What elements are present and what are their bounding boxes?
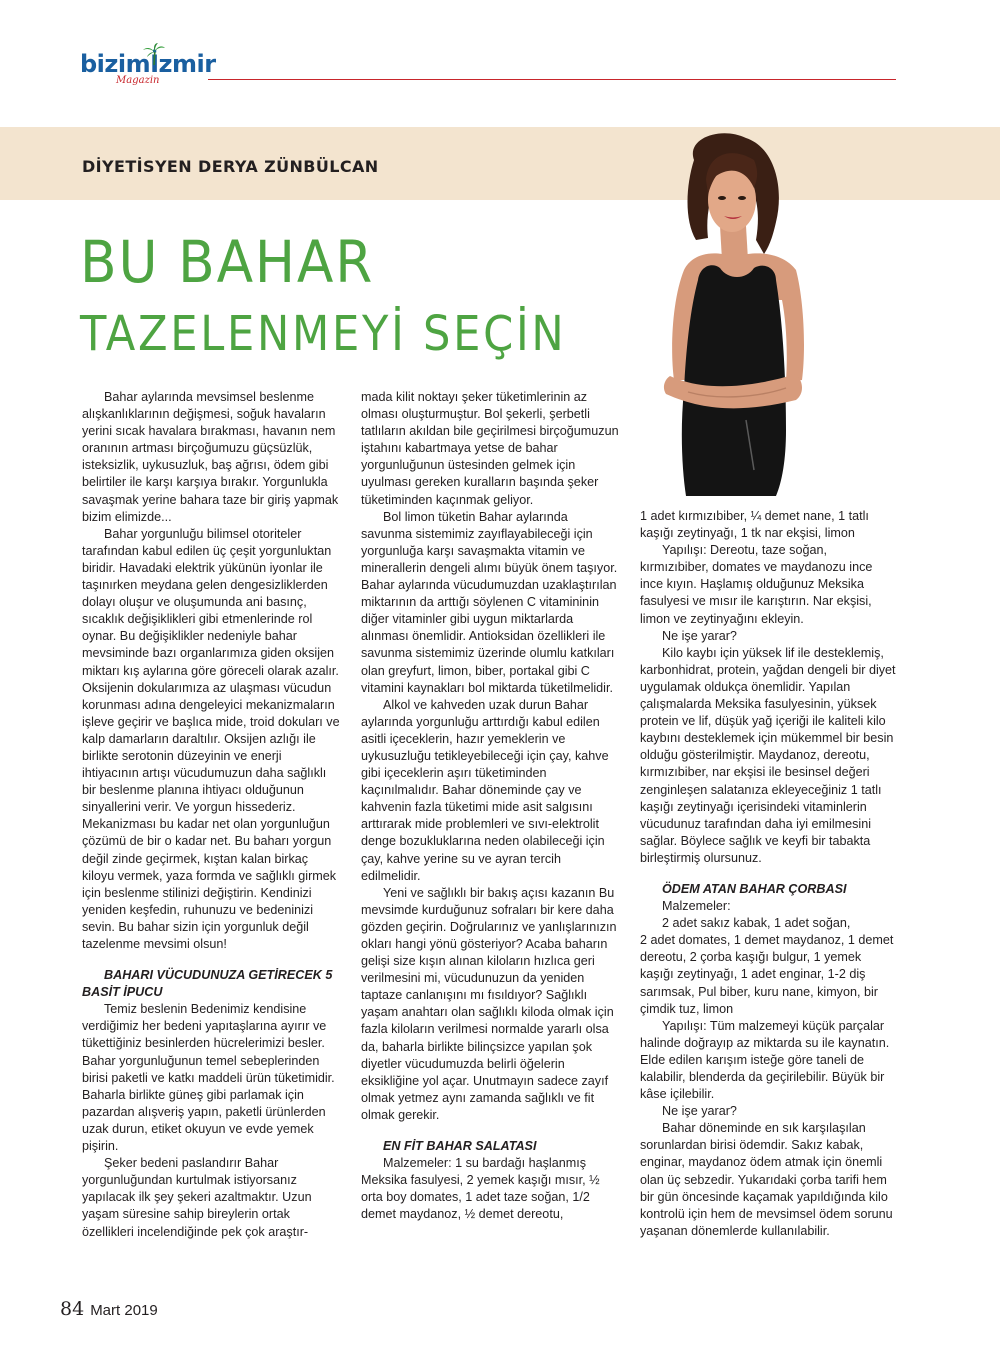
article-column-3 [640, 508, 898, 1240]
paragraph: Malzemeler: [662, 899, 731, 914]
header-rule [208, 79, 896, 80]
page-footer [60, 1298, 158, 1320]
paragraph: Bahar yorgunluğu bilimsel otoriteler tarafından kabul edilen üç çeşit yorgunluktan biridir. Havadaki elektrik yükünün iyonlar ile taşınırken meydana gelen dengesizliklerden dolayı oluşur ve oluşumunda ani basınç, sıcaklık değişiklikleri gibi etmenlerinde rol oynar. Bu değişiklikler nedeniyle bahar mevsiminde bazı organlarımıza giden oksijen miktarı kış aylarına göre göreceli olarak azalır. Oksijenin dokularımıza az ulaşması vücudun korunması adına dengeleyici mekanizmaların işleve geçirir ve başlıca mide, troid dokuları ve kalp damarların daraltılır. Oksijen azlığı ile birlikte serotonin düzeyinin ve enerji ihtiyacının artışı vücudumuzun daha sağlıklı bir beslenme planına ihtiyacı olduğunun sinyallerini verir. Ve yorgun hissederiz. Mekanizması bu kadar net olan yorgunluğun çözümü de bir o kadar net. Bu baharı yorgun değil zinde geçirmek, kıştan kalan birkaç kiloyu vermek, yaza formda ve sağlıklı girmek için beslenme stilinizi değiştirin. Kendinizi yeniden keşfedin, ruhunuzu ve bedeninizi sevin. Bu bahar sizin için yorgunluk değil tazelenme mevsimi olsun! [82, 526, 340, 951]
page-number: 84 [60, 1298, 85, 1320]
headline-line-2: TAZELENMEYİ SEÇİN [80, 306, 567, 362]
article-column-1 [82, 389, 340, 1241]
headline-line-1: BU BAHAR [80, 228, 375, 296]
author-portrait [636, 130, 816, 496]
author-name: DİYETİSYEN DERYA ZÜNBÜLCAN [82, 157, 379, 176]
paragraph: Bahar döneminde en sık karşılaşılan sorunlardan birisi ödemdir. Sakız kabak, enginar, maydanoz ödem atmak için önemli olan üç sebzedir. Yukarıdaki çorba tarifi hem bir gün öncesinde kaçamak yapıldığında kilo kontrolü için hem de mevsimsel ödem sorunu yaşanan dönemlerde kullanılabilir. [640, 1121, 893, 1238]
paragraph: Bahar aylarında mevsimsel beslenme alışkanlıklarının değişmesi, soğuk havaların yerini sıcak havalara bırakması, havanın nem oranının artması birçoğumuzu güçsüzlük, isteksizlik, uykusuzluk, baş ağrısı, ödem gibi belirtiler ile karşı karşıya bırakır. Yorgunlukla savaşmak yerine bahara taze bir giriş yapmak bizim elimizde... [82, 390, 339, 524]
paragraph: Ne işe yarar? [662, 628, 737, 643]
palm-tree-icon [142, 43, 166, 65]
paragraph: Yapılışı: Dereotu, taze soğan, kırmızıbiber, domates ve maydanozu ince ince kıyın. Haşlamış olduğunuz Meksika fasulyesi ve mısır ile karıştırın. Nar ekşisi, limon ve zeytinyağını ekleyin. [640, 543, 873, 626]
article-column-2 [361, 389, 619, 1224]
issue-date: Mart 2019 [90, 1302, 158, 1319]
section-heading: EN FİT BAHAR SALATASI [383, 1139, 537, 1154]
paragraph: 2 adet domates, 1 demet maydanoz, 1 demet dereotu, 2 çorba kaşığı bulgur, 1 yemek kaşığı zeytinyağı, 1 adet enginar, 1-2 diş sarımsak, Pul biber, kuru nane, kimyon, bir çimdik tuz, limon [640, 933, 894, 1016]
paragraph: 2 adet sakız kabak, 1 adet soğan, [662, 916, 851, 931]
paragraph: Temiz beslenin Bedenimiz kendisine verdiğimiz her bedeni yapıtaşlarına ayırır ve tükettiğiniz besinlerden hücrelerimizi besler. Bahar yorgunluğunun temel sebeplerinden birisi paketli ve katkı maddeli ürün tüketimidir. Baharla birlikte güneş gibi parlamak için pazardan alışveriş yapın, paketli ürünlerden uzak durun, etiket okuyun ve evde yemek pişirin. [82, 1002, 335, 1154]
paragraph: Bol limon tüketin Bahar aylarında savunma sistemimiz zayıflayabileceği için yorgunluğa karşı savaşmakta vitamin ve minerallerin dengeli alımı büyük önem taşıyor. Bahar aylarında vücudumuzdan uzaklaştırılan miktarının da arttığı söylenen C vitamininin diğer vitaminler gibi uygun miktarlarda alınması önemlidir. Antioksidan özellikleri ile savunma sistemimiz üzerinde olumlu katkıları olan greyfurt, limon, biber, portakal gibi C vitamini kaynakları bol miktarda tüketilmelidir. [361, 509, 618, 695]
paragraph: Alkol ve kahveden uzak durun Bahar aylarında yorgunluğu arttırdığı kabul edilen asitli içeceklerin, hazır yemeklerin ve uykusuzluğu tetikleyebileceği için çay, kahve gibi içeceklerin aşırı tüketiminden kaçınılmalıdır. Bahar döneminde çay ve kahvenin fazla tüketimi mide asit salgısını arttırarak mide problemleri ve sıvı-elektrolit denge bozukluklarına neden olabileceği için çay, kahve yerine su ve ayran tercih edilmelidir. [361, 697, 609, 883]
logo-subtitle: Magazin [116, 75, 160, 86]
paragraph: Şeker bedeni paslandırır Bahar yorgunluğundan kurtulmak istiyorsanız yapılacak ilk şey şekeri azaltmaktır. Uzun yaşam süresine sahip bireylerin ortak özellikleri incelendiğinde pek çok araştır- [82, 1156, 312, 1239]
paragraph: Kilo kaybı için yüksek lif ile desteklemiş, karbonhidrat, protein, yağdan dengeli bir diyet uygulamak oldukça önemlidir. Yapılan çalışmalarda Meksika fasulyesinin, yüksek protein ve lif, düşük yağ içeriği ile kaliteli kilo kaybını desteklemek için mükemmel bir besin olduğu gösterilmiştir. Maydanoz, dereotu, kırmızıbiber, nar ekşisi ile besinsel değeri zenginleşen salatanıza ekleyeceğiniz 1 tatlı kaşığı zeytinyağı içerisindeki vitaminlerin vücudunuz tarafından daha iyi emilmesini sağlar. Böylece sağlık ve keyfi bir tabakta birleştirmiş olursunuz. [640, 645, 896, 865]
section-heading: ÖDEM ATAN BAHAR ÇORBASI [662, 881, 847, 896]
section-heading: BAHARI VÜCUDUNUZA GETİRECEK 5 BASİT İPUCU [82, 968, 333, 1000]
logo-text: bizimİzmir [80, 50, 216, 78]
paragraph: Malzemeler: 1 su bardağı haşlanmış Meksika fasulyesi, 2 yemek kaşığı mısır, ½ orta boy domates, 1 adet taze soğan, 1/2 demet maydanoz, ½ demet dereotu, [361, 1156, 600, 1222]
paragraph: mada kilit noktayı şeker tüketimlerinin az olması oluşturmuştur. Bol şekerli, şerbetli tatlıların akıldan bile geçirilmesi birçoğumuzun iştahını kabartmaya yetse de bahar yorgunluğunun üstesinden gelmek için uyulması gereken kuralların başında şeker tüketiminden kaçınmak geliyor. [361, 390, 619, 507]
paragraph: Yapılışı: Tüm malzemeyi küçük parçalar halinde doğrayıp az miktarda su ile kaynatın. Elde edilen karışım isteğe göre taneli de kalabilir, blenderda da geçirilebilir. Büyük bir kâse içilebilir. [640, 1018, 890, 1102]
paragraph: Ne işe yarar? [662, 1104, 737, 1119]
paragraph: Yeni ve sağlıklı bir bakış açısı kazanın Bu mevsimde kurduğunuz sofraları bir kere daha gözden geçirin. Doğrularınız ve yanlışlarınızın okları hangi yönü gösteriyor? Acaba baharın gelişi size kışın alınan kiloların hızlıca geri verilmesini mi, vücudunuzun da yeniden taptaze canlanışını mı fısıldıyor? Sağlıklı yaşam anahtarı olan sağlıklı kiloda olmak için fazla kiloların verilmesi normalde yararlı olsa da, baharla birlikte bilinçsizce yapılan şok diyetler vücudumuzda belirli öğelerin eksikliğine yol açar. Unutmayın sadece zayıf olmak yetmez aynı zamanda sağlıklı ve fit olmak gerekir. [361, 885, 617, 1122]
paragraph: 1 adet kırmızıbiber, ¼ demet nane, 1 tatlı kaşığı zeytinyağı, 1 tk nar ekşisi, limon [640, 509, 869, 541]
